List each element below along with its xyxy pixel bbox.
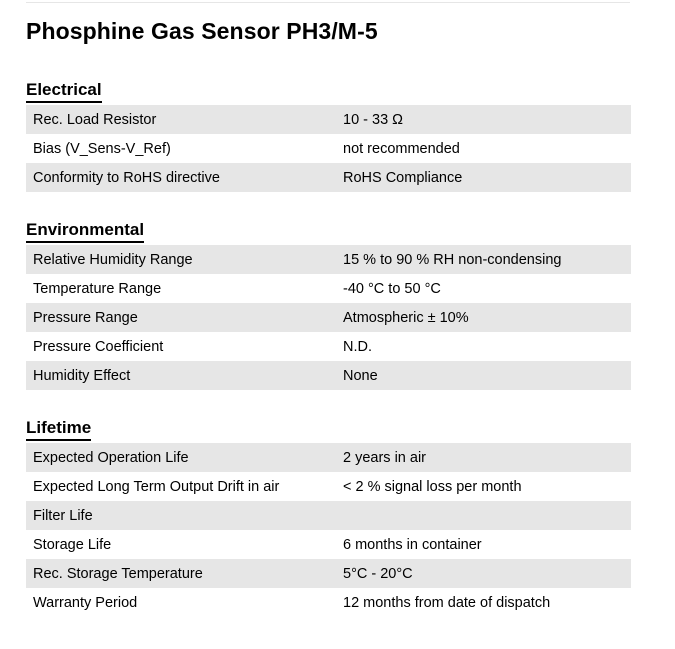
table-row bbox=[26, 134, 631, 163]
section-electrical bbox=[26, 80, 631, 192]
spec-value: 12 months from date of dispatch bbox=[343, 594, 551, 611]
spec-value: RoHS Compliance bbox=[343, 169, 463, 186]
table-row bbox=[26, 361, 631, 390]
spec-value: 15 % to 90 % RH non-condensing bbox=[343, 251, 562, 268]
spec-label: Temperature Range bbox=[33, 280, 162, 297]
spec-label: Bias (V_Sens-V_Ref) bbox=[33, 140, 171, 157]
spec-label: Expected Long Term Output Drift in air bbox=[33, 478, 280, 495]
spec-label: Pressure Coefficient bbox=[33, 338, 164, 355]
top-divider bbox=[26, 2, 630, 3]
spec-label: Filter Life bbox=[33, 507, 93, 524]
table-row bbox=[26, 472, 631, 501]
table-row bbox=[26, 105, 631, 134]
spec-label: Rec. Load Resistor bbox=[33, 111, 157, 128]
spec-label: Storage Life bbox=[33, 536, 112, 553]
spec-label: Expected Operation Life bbox=[33, 449, 189, 466]
table-row bbox=[26, 332, 631, 361]
spec-value: not recommended bbox=[343, 140, 460, 157]
section-heading: Electrical bbox=[26, 80, 102, 103]
spec-label: Humidity Effect bbox=[33, 367, 131, 384]
table-row bbox=[26, 501, 631, 530]
section-heading: Environmental bbox=[26, 220, 144, 243]
spec-value bbox=[343, 501, 631, 530]
spec-value: N.D. bbox=[343, 338, 372, 355]
spec-label: Rec. Storage Temperature bbox=[33, 565, 203, 582]
spec-table bbox=[26, 105, 631, 192]
table-row bbox=[26, 588, 631, 617]
spec-value: 2 years in air bbox=[343, 449, 427, 466]
spec-label: Relative Humidity Range bbox=[33, 251, 193, 268]
spec-table bbox=[26, 245, 631, 390]
page-title: Phosphine Gas Sensor PH3/M-5 bbox=[26, 18, 378, 44]
table-row bbox=[26, 274, 631, 303]
spec-value: 6 months in container bbox=[343, 536, 482, 553]
spec-value: -40 °C to 50 °C bbox=[343, 280, 441, 297]
table-row bbox=[26, 163, 631, 192]
table-row bbox=[26, 443, 631, 472]
spec-value: 10 - 33 Ω bbox=[343, 111, 404, 128]
table-row bbox=[26, 245, 631, 274]
spec-label: Conformity to RoHS directive bbox=[33, 169, 220, 186]
table-row bbox=[26, 530, 631, 559]
table-row bbox=[26, 559, 631, 588]
table-row bbox=[26, 303, 631, 332]
spec-value: None bbox=[343, 367, 378, 384]
spec-label: Warranty Period bbox=[33, 594, 138, 611]
spec-value: Atmospheric ± 10% bbox=[343, 309, 469, 326]
section-environmental bbox=[26, 220, 631, 390]
spec-value: < 2 % signal loss per month bbox=[343, 478, 522, 495]
spec-label: Pressure Range bbox=[33, 309, 138, 326]
section-heading: Lifetime bbox=[26, 418, 91, 441]
spec-value: 5°C - 20°C bbox=[343, 565, 413, 582]
section-lifetime bbox=[26, 418, 631, 617]
spec-table bbox=[26, 443, 631, 617]
